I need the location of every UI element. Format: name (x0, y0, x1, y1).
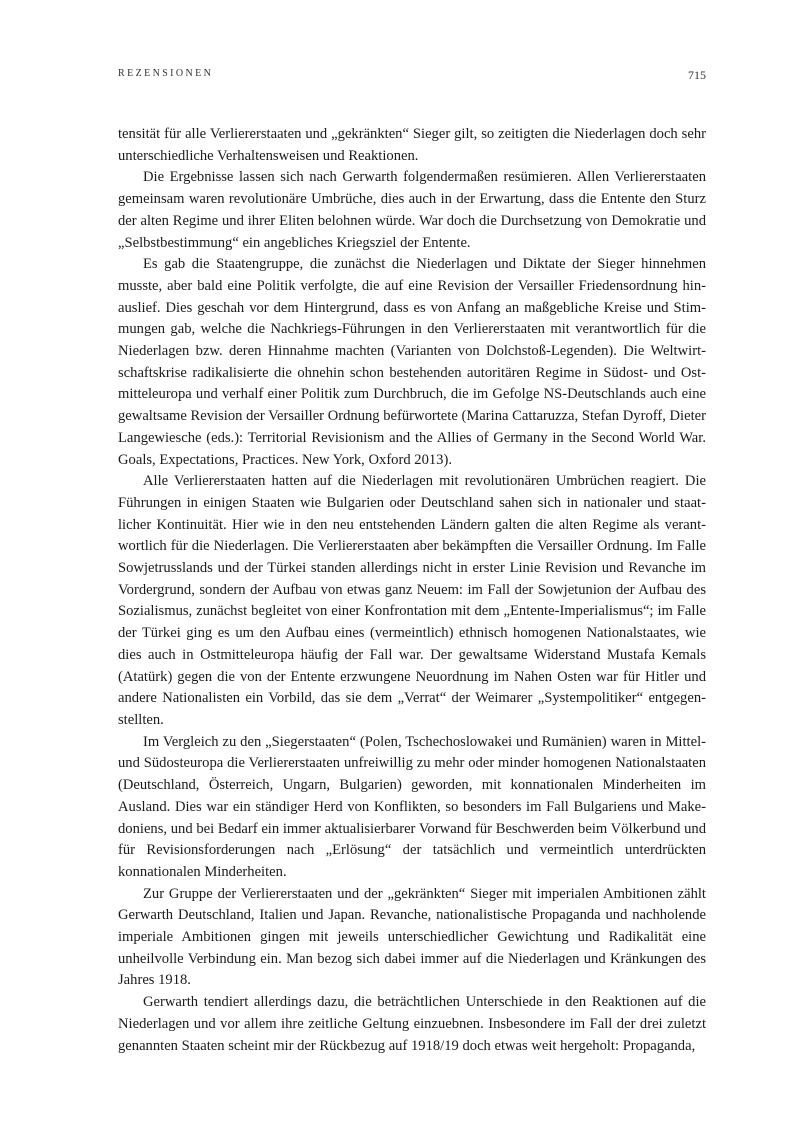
paragraph-continued: tensität für alle Verliererstaaten und „gekränkten“ Sieger gilt, so zeitigten die Niederlagen doch sehr unterschiedliche Verhaltensweisen und Reaktionen. (118, 126, 706, 164)
running-title: REZENSIONEN (118, 68, 214, 79)
document-page (118, 0, 706, 1129)
paragraph: Gerwarth tendiert allerdings dazu, die beträchtlichen Unterschiede in den Reaktionen auf die Niederlagen und vor allem ihre zeitliche Geltung einzuebnen. Insbesondere im Fall der drei zuletzt genannten Staaten scheint mir der Rückbezug auf 1918/19 doch etwas weit hergeholt: Propaganda, (118, 994, 706, 1054)
paragraph: Zur Gruppe der Verliererstaaten und der „gekränkten“ Sieger mit imperialen Ambitionen zählt Gerwarth Deutschland, Italien und Japan. Revanche, nationalistische Propaganda und nachholende imperiale Ambitionen gingen mit jeweils unterschiedlicher Gewichtung und Radikalität eine unheilvolle Verbindung ein. Man bezog sich dabei immer auf die Niederlagen und Kränkungen des Jahres 1918. (118, 885, 706, 989)
body-text (118, 124, 706, 1057)
running-head (118, 68, 706, 86)
paragraph: Die Ergebnisse lassen sich nach Gerwarth folgendermaßen resümieren. Allen Verliererstaaten gemeinsam waren revolutionäre Umbrüche, dies auch in der Erwartung, dass die Entente den Sturz der alten Regime und ihrer Eliten belohnen würde. War doch die Durchsetzung von Demokratie und „Selbstbestimmung“ ein angebliches Kriegsziel der Entente. (118, 169, 706, 251)
paragraph: Es gab die Staatengruppe, die zunächst die Niederlagen und Diktate der Sieger hinnehmen musste, aber bald eine Politik verfolgte, die auf eine Revision der Versailler Friedensordnung hinauslief. Dies geschah vor dem Hintergrund, dass es von Anfang an maßgebliche Kreise und Stimmungen gab, welche die Nachkriegs-Führungen in den Verliererstaaten mit verantwortlich für die Niederlagen bzw. deren Hinnahme machten (Varianten von Dolchstoß-Legenden). Die Weltwirtschaftskrise radikalisierte die ohnehin schon bestehenden autoritären Regime in Südost- und Ostmitteleuropa und verhalf einer Politik zum Durchbruch, die im Gefolge NS-Deutschlands auch eine gewaltsame Revision der Versailler Ordnung befürwortete (Marina Cattaruzza, Stefan Dyroff, Dieter Langewiesche (eds.): Territorial Revisionism and the Allies of Germany in the Second World War. Goals, Expectations, Practices. New York, Oxford 2013). (118, 256, 706, 468)
paragraph: Im Vergleich zu den „Siegerstaaten“ (Polen, Tschechoslowakei und Rumänien) waren in Mittel- und Südosteuropa die Verliererstaaten unfreiwillig zu mehr oder minder homogenen Nationalstaaten (Deutschland, Österreich, Ungarn, Bulgarien) geworden, mit konnationalen Minderheiten im Ausland. Dies war ein ständiger Herd von Konflikten, so besonders im Fall Bulgariens und Makedoniens, und bei Bedarf ein immer aktualisierbarer Vorwand für Beschwerden beim Völkerbund und für Revisionsforderungen nach „Erlösung“ der tatsächlich und vermeintlich unterdrückten konnationalen Minderheiten. (118, 733, 706, 880)
paragraph: Alle Verliererstaaten hatten auf die Niederlagen mit revolutionären Umbrüchen reagiert. Die Führungen in einigen Staaten wie Bulgarien oder Deutschland sahen sich in nationaler und staatlicher Kontinuität. Hier wie in den neu entstehenden Ländern galten die alten Regime als verantwortlich für die Niederlagen. Die Verliererstaaten aber bekämpften die Versailler Ordnung. Im Falle Sowjetrusslands und der Türkei standen allerdings nicht in erster Linie Revision und Revanche im Vordergrund, sondern der Aufbau von etwas ganz Neuem: im Fall der Sowjetunion der Aufbau des Sozialismus, zunächst begleitet von einer Konfrontation mit dem „Entente-Imperialismus“; im Falle der Türkei ging es um den Aufbau eines (vermeintlich) ethnisch homogenen Nationalstaates, wie dies auch in Ostmitteleuropa häufig der Fall war. Der gewaltsame Widerstand Mustafa Kemals (Atatürk) gegen die von der Entente erzwungene Neuordnung im Nahen Osten war für Hitler und andere Nationalisten ein Vorbild, das sie dem „Verrat“ der Weimarer „Systempolitiker“ entgegenstellten. (118, 473, 706, 728)
page-number: 715 (688, 68, 706, 82)
